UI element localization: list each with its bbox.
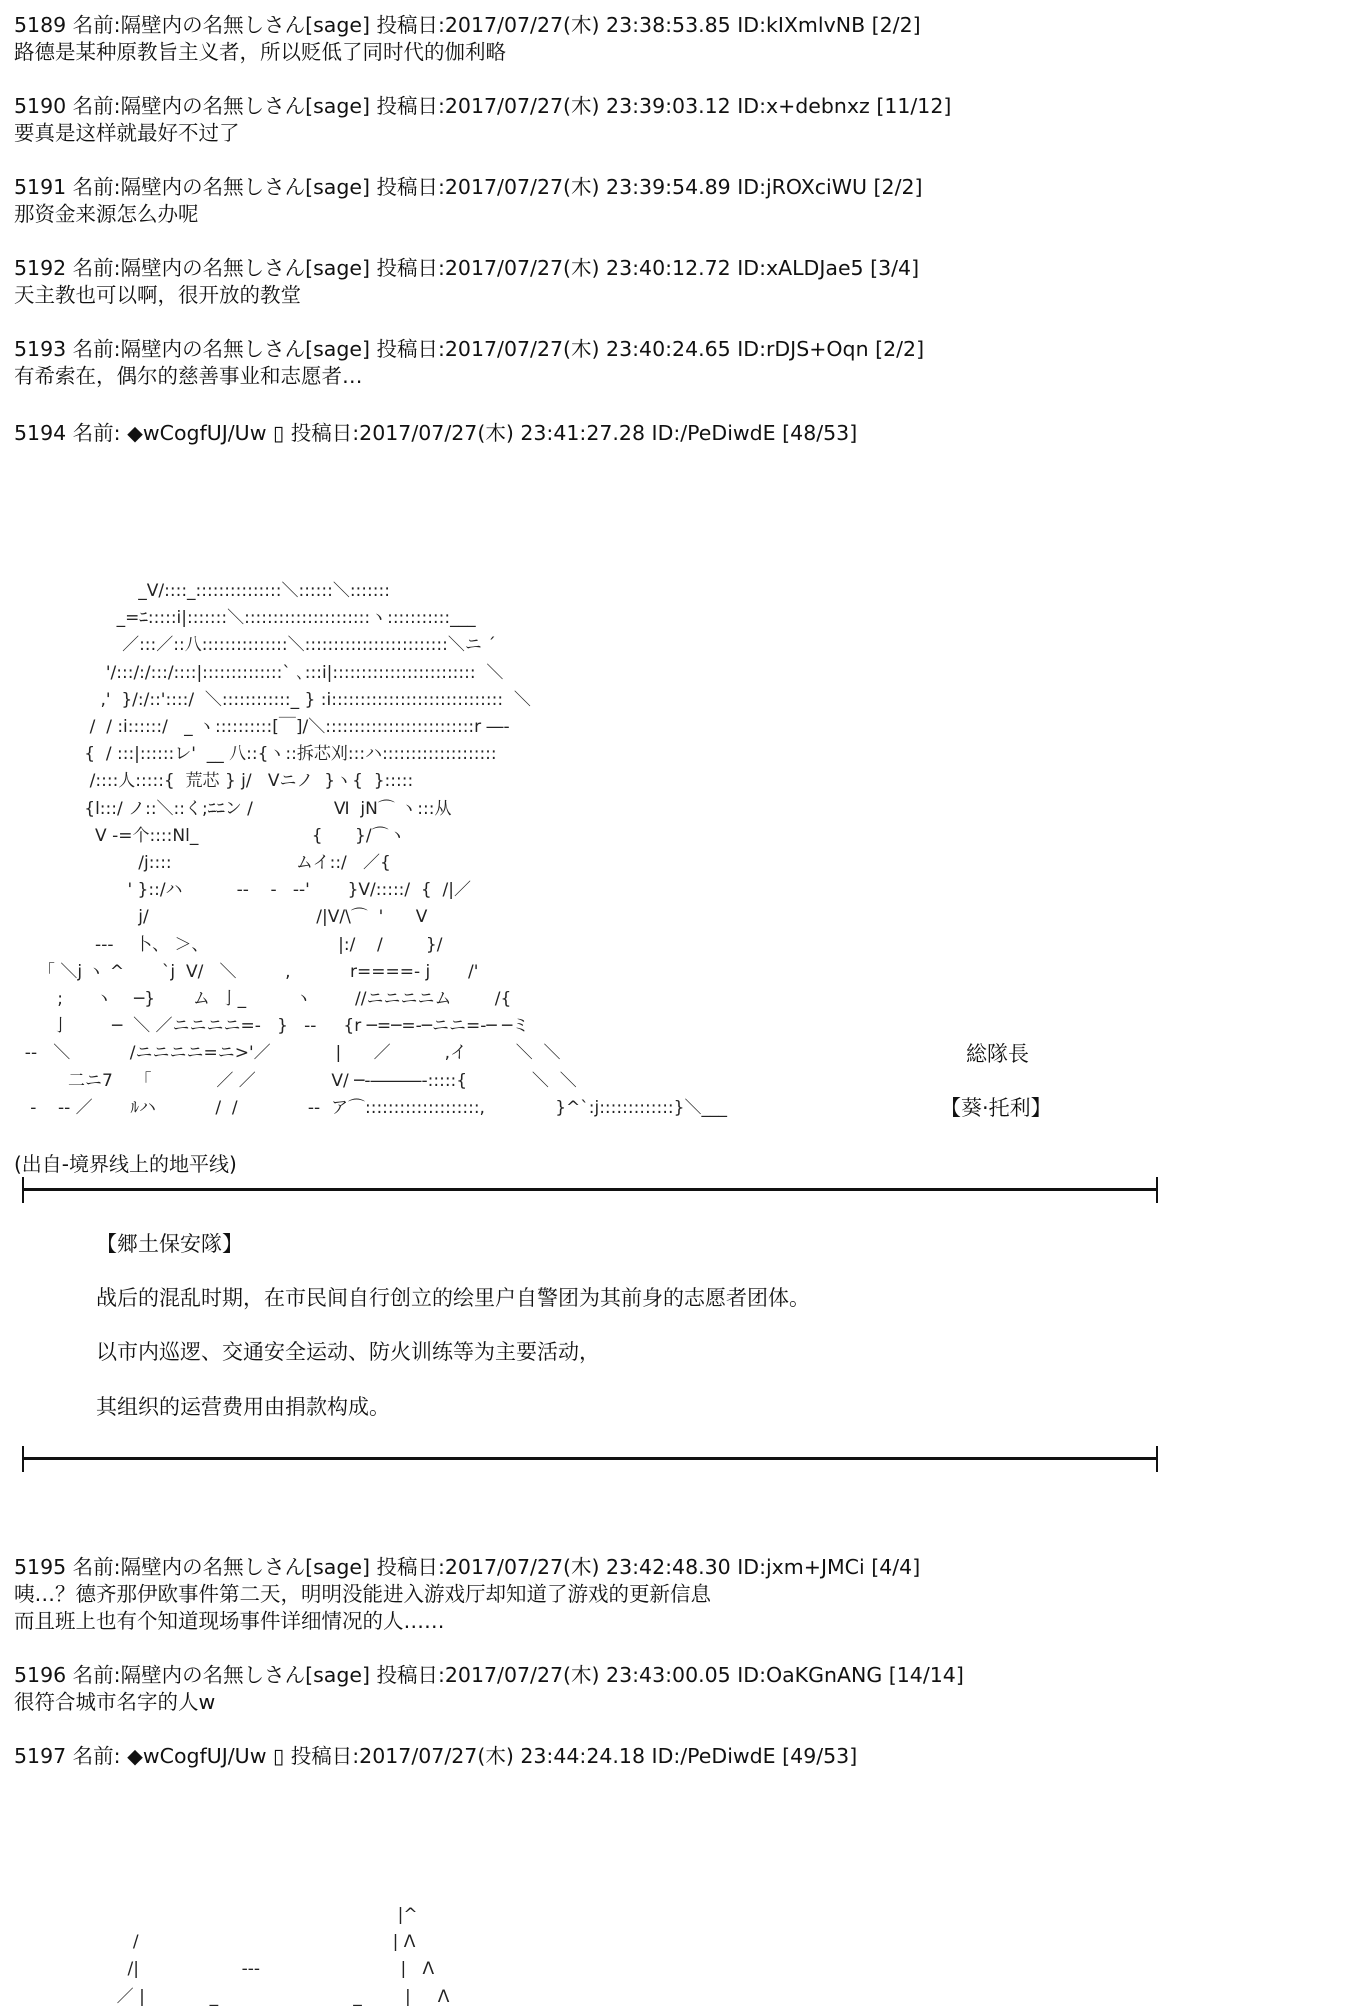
post-message: 很符合城市名字的人w — [14, 1690, 216, 1714]
post-5196 — [14, 1662, 1314, 1716]
post-5192 — [14, 255, 1314, 309]
post-header: 5195 名前:隔壁内の名無しさん[sage] 投稿日:2017/07/27(木) 23:42:48.30 ID:jxm+JMCi [4/4] — [14, 1555, 921, 1579]
post-5195 — [14, 1554, 1314, 1635]
post-message: 咦…？德齐那伊欧事件第二天，明明没能进入游戏厅却知道了游戏的更新信息 — [14, 1582, 711, 1606]
post-message: 而且班上也有个知道现场事件详细情况的人…… — [14, 1609, 445, 1633]
divider-bottom — [22, 1457, 1158, 1460]
source-note: (出自-境界线上的地平线) — [14, 1152, 237, 1176]
post-header: 5189 名前:隔壁内の名無しさん[sage] 投稿日:2017/07/27(木) 23:38:53.85 ID:kIXmlvNB [2/2] — [14, 13, 921, 37]
post-5190 — [14, 93, 1314, 147]
post-header: 5192 名前:隔壁内の名無しさん[sage] 投稿日:2017/07/27(木) 23:40:12.72 ID:xALDJae5 [3/4] — [14, 256, 920, 280]
info-line: 战后的混乱时期，在市民间自行创立的绘里户自警团为其前身的志愿者团体。 — [96, 1286, 810, 1310]
post-5197 — [14, 1743, 1314, 1770]
post-header: 5190 名前:隔壁内の名無しさん[sage] 投稿日:2017/07/27(木) 23:39:03.12 ID:x+debnxz [11/12] — [14, 94, 952, 118]
divider-top-left-cap — [22, 1177, 24, 1203]
post-message: 要真是这样就最好不过了 — [14, 121, 240, 145]
info-line: 以市内巡逻、交通安全运动、防火训练等为主要活动， — [96, 1340, 600, 1364]
divider-top — [22, 1188, 1158, 1191]
divider-bottom-right-cap — [1156, 1446, 1158, 1472]
info-title: 【郷土保安隊】 — [96, 1232, 243, 1256]
ascii-art-figure: _V/::::_:::::::::::::::＼::::::＼::::::: _=ﾆ:::::i|:::::::＼::::::::::::::::::::::ヽ:::::::::::___ ／:::／::八:::::::::::::::＼:::::::::::::::::::::::::＼ニ ´ '/:::/:/:::/::::|::::::::::::::` ､:::i|::::::::::::::::::::::::: ＼ ,' }/:/::'::::/ ＼::::::::::::_ } :i:::::::::::::::::::::::::::::: ＼ / / :i::::::/ _ ヽ::::::::::[￣]/＼::::::::::::::::::::::::::r ―‐ { / :::|::::::レ' __ 八::{ヽ::拆芯刈:::ハ:::::::::::::::::::: /::::人:::::{ 荒芯 } j/ Vニノ }ヽ{ }::::: {l:::/ ノ::＼::く;ﾆﾆン / Ⅵ jN⌒ ヽ:::从 V -=个::::Nl_ { }/⌒ヽ /j:::: ムイ::/ ／{ ' }::/ハ -- - --' }V/:::::/ { /|／ j/ /|V/\⌒ ' V --- 卜、 ＞、 |:/ / }/ ｢ ＼j ヽ ^ `j V/ ＼ , r====- j /' ; ヽ ─} ム 亅_ ヽ //ニニニニム /{ 亅 ─ ＼ ／ニニニニ=- } -- {r ─=─=-─ニニ=-─ ─ミ -- ＼ /ニニニニ=ニ>'／ | ／ ,イ ＼ ＼ 二ニ7 「 ／ ／ V/ ─‐―――-:::::{ ＼ ＼ - -- ／ ﾙハ / / -- ア⌒::::::::::::::::::::, }^`:j:::::::::::::}＼___ — [24, 581, 727, 1118]
post-5193 — [14, 336, 1314, 390]
post-header: 5191 名前:隔壁内の名無しさん[sage] 投稿日:2017/07/27(木) 23:39:54.89 ID:jROXciWU [2/2] — [14, 175, 923, 199]
info-line: 其组织的运营费用由捐款构成。 — [96, 1395, 390, 1419]
art-name-tag: 【葵·托利】 — [940, 1096, 1052, 1120]
ascii-art-figure-2: |^ / | Λ /| --- | Λ ／ | _ _ | Λ — [116, 1905, 450, 2007]
post-5194 — [14, 420, 1314, 447]
post-header: 5196 名前:隔壁内の名無しさん[sage] 投稿日:2017/07/27(木) 23:43:00.05 ID:OaKGnANG [14/14] — [14, 1663, 964, 1687]
divider-top-right-cap — [1156, 1177, 1158, 1203]
post-message: 路德是某种原教旨主义者，所以贬低了同时代的伽利略 — [14, 40, 506, 64]
post-header: 5194 名前: ◆wCogfUJ/Uw ▯ 投稿日:2017/07/27(木) 23:41:27.28 ID:/PeDiwdE [48/53] — [14, 421, 858, 445]
post-header: 5193 名前:隔壁内の名無しさん[sage] 投稿日:2017/07/27(木) 23:40:24.65 ID:rDJS+Oqn [2/2] — [14, 337, 925, 361]
post-5189 — [14, 12, 1314, 66]
post-5191 — [14, 174, 1314, 228]
post-message: 天主教也可以啊，很开放的教堂 — [14, 283, 301, 307]
art-label-soutaicho: 総隊長 — [966, 1042, 1029, 1066]
post-message: 有希索在，偶尔的慈善事业和志愿者… — [14, 364, 363, 388]
post-header: 5197 名前: ◆wCogfUJ/Uw ▯ 投稿日:2017/07/27(木) 23:44:24.18 ID:/PeDiwdE [49/53] — [14, 1744, 858, 1768]
divider-bottom-left-cap — [22, 1446, 24, 1472]
post-message: 那资金来源怎么办呢 — [14, 202, 199, 226]
